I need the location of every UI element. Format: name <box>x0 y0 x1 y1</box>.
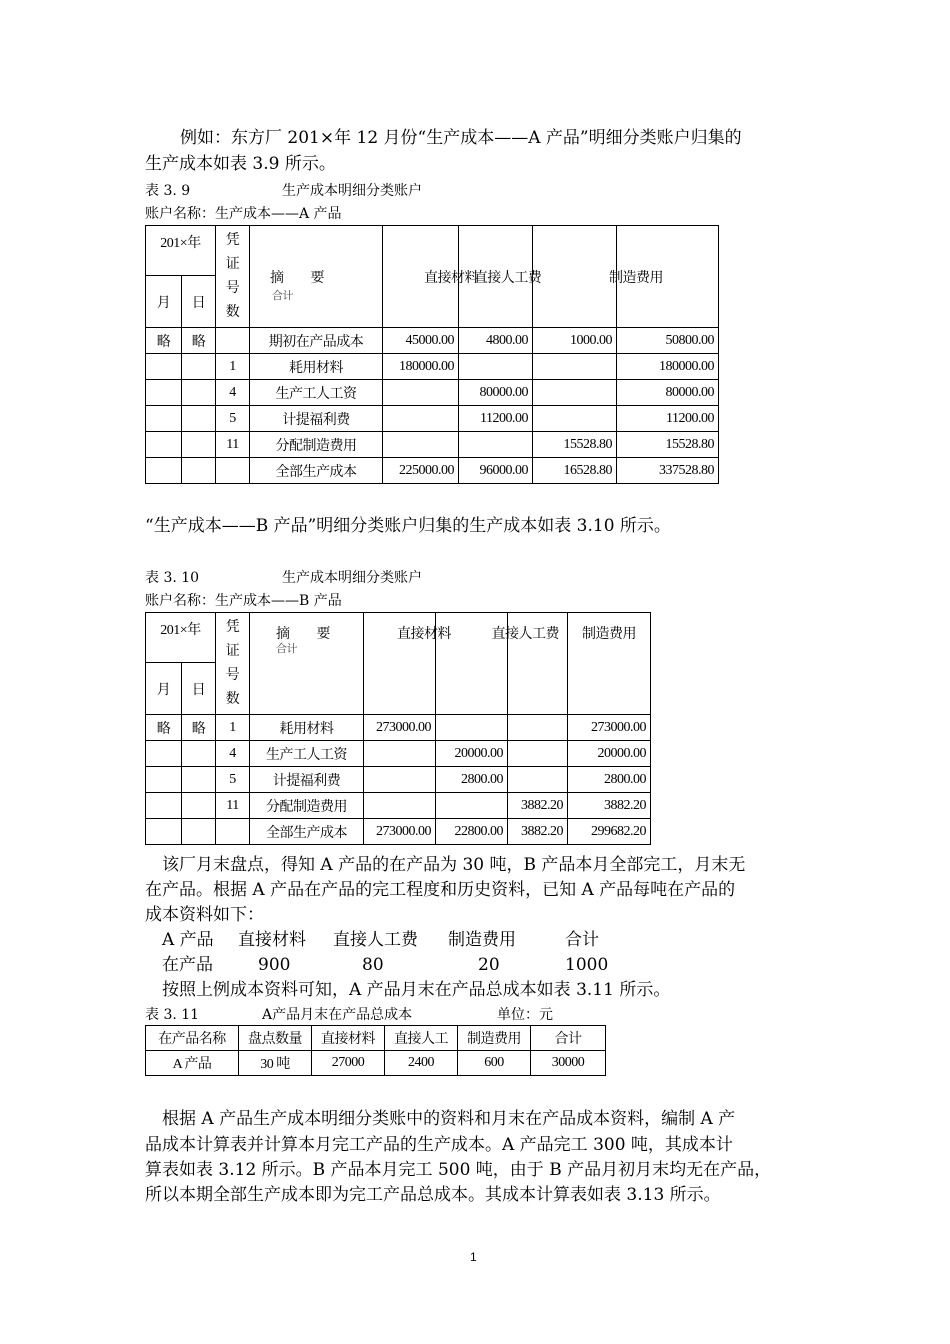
cell-total: 273000.00 <box>568 715 651 741</box>
cost-value-total: 1000 <box>565 955 609 975</box>
cell-month <box>146 432 182 458</box>
cell-labor: 11200.00 <box>459 406 533 432</box>
cell-voucher: 5 <box>216 767 250 793</box>
cell-summary: 耗用材料 <box>250 715 364 741</box>
cell-material: 45000.00 <box>383 328 459 354</box>
stock-line-3: 成本资料如下： <box>145 905 264 925</box>
cell-month: 略 <box>146 715 182 741</box>
cost-value-labor: 80 <box>362 955 384 975</box>
cell-summary: 分配制造费用 <box>250 793 364 819</box>
cell-overhead: 16528.80 <box>533 458 617 484</box>
header-overhead-text: 制造费用 <box>609 270 663 286</box>
cell-overhead: 15528.80 <box>533 432 617 458</box>
cell-day <box>182 406 216 432</box>
cell-month <box>146 767 182 793</box>
header-material <box>383 226 478 328</box>
table310-caption-number: 表 3. 10 <box>145 570 200 586</box>
header-overhead-text: 制造费用 <box>582 627 636 642</box>
intro-line-2: 生产成本如表 3.9 所示。 <box>145 154 336 174</box>
cell-summary: 计提福利费 <box>250 767 364 793</box>
cell-total: 11200.00 <box>617 406 719 432</box>
cell-month <box>146 380 182 406</box>
cell-labor: 22800.00 <box>436 819 508 845</box>
header-year: 201×年 <box>146 226 216 276</box>
table-row <box>146 715 651 741</box>
cost-value-label: 在产品 <box>162 955 213 975</box>
cost-header-total: 合计 <box>565 930 599 950</box>
header-name: 在产品名称 <box>146 1026 239 1051</box>
table310-account-name: 账户名称：生产成本——B 产品 <box>145 593 342 609</box>
cell-labor: 2400 <box>385 1051 458 1076</box>
cost-header-overhead: 制造费用 <box>448 930 516 950</box>
cell-summary: 生产工人工资 <box>250 741 364 767</box>
stock-line-2: 在产品。根据 A 产品在产品的完工程度和历史资料，已知 A 产品每吨在产品的 <box>145 880 736 900</box>
header-overhead <box>568 613 651 715</box>
cell-day <box>182 354 216 380</box>
table310 <box>145 612 651 845</box>
header-month: 月 <box>146 276 182 328</box>
stock-line-1: 该厂月末盘点，得知 A 产品的在产品为 30 吨，B 产品本月全部完工，月末无 <box>162 855 746 875</box>
cell-overhead <box>533 380 617 406</box>
header-voucher <box>216 613 250 715</box>
cell-labor <box>459 354 533 380</box>
cost-header-product: A 产品 <box>162 930 214 950</box>
cell-day <box>182 793 216 819</box>
cell-material <box>364 793 436 819</box>
table-row <box>146 354 719 380</box>
table311-unit: 单位：元 <box>497 1007 553 1023</box>
cell-day <box>182 741 216 767</box>
header-year: 201×年 <box>146 613 216 663</box>
table-row <box>146 406 719 432</box>
cell-labor <box>436 793 508 819</box>
cell-voucher: 11 <box>216 432 250 458</box>
cell-total: 337528.80 <box>617 458 719 484</box>
cost-value-overhead: 20 <box>478 955 500 975</box>
cost-header-material: 直接材料 <box>238 930 306 950</box>
cell-month <box>146 741 182 767</box>
header-overhead <box>609 226 719 328</box>
cost-header-labor: 直接人工费 <box>333 930 418 950</box>
cell-day <box>182 819 216 845</box>
header-total-overlay: 合计 <box>276 643 297 655</box>
closing-line-4: 所以本期全部生产成本即为完工产品总成本。其成本计算表如表 3.13 所示。 <box>145 1185 721 1205</box>
closing-line-2: 品成本计算表并计算本月完工产品的生产成本。A 产品完工 300 吨，其成本计 <box>145 1135 733 1155</box>
mid-line: “生产成本——B 产品”明细分类账户归集的生产成本如表 3.10 所示。 <box>145 516 671 536</box>
table39 <box>145 225 719 484</box>
cost-value-material: 900 <box>258 955 291 975</box>
cell-total: 30000 <box>531 1051 606 1076</box>
cell-voucher: 4 <box>216 741 250 767</box>
cell-day <box>182 432 216 458</box>
header-labor: 直接人工 <box>385 1026 458 1051</box>
cell-month <box>146 354 182 380</box>
cell-overhead <box>533 354 617 380</box>
cell-overhead: 3882.20 <box>508 793 568 819</box>
table-row <box>146 328 719 354</box>
cell-material <box>364 741 436 767</box>
cell-labor: 20000.00 <box>436 741 508 767</box>
header-overhead-spacer <box>533 226 617 328</box>
header-material-text: 直接材料 <box>397 627 451 642</box>
header-overhead: 制造费用 <box>458 1026 531 1051</box>
header-total-overlay: 合计 <box>272 290 293 302</box>
cell-summary: 耗用材料 <box>250 354 383 380</box>
cell-material: 273000.00 <box>364 819 436 845</box>
cell-overhead: 600 <box>458 1051 531 1076</box>
cell-material <box>383 380 459 406</box>
cell-voucher: 1 <box>216 354 250 380</box>
table-row <box>146 458 719 484</box>
table310-caption-title: 生产成本明细分类账户 <box>282 570 422 586</box>
header-month: 月 <box>146 663 182 715</box>
table39-account-name: 账户名称：生产成本——A 产品 <box>145 206 342 222</box>
header-summary <box>250 226 383 328</box>
table311-caption-number: 表 3. 11 <box>145 1007 200 1023</box>
header-material: 直接材料 <box>312 1026 385 1051</box>
header-summary-text: 摘 要 <box>270 270 324 286</box>
table39-caption-title: 生产成本明细分类账户 <box>282 183 422 199</box>
table311 <box>145 1025 606 1076</box>
cell-labor: 80000.00 <box>459 380 533 406</box>
cell-summary: 生产工人工资 <box>250 380 383 406</box>
cell-voucher: 1 <box>216 715 250 741</box>
cell-month <box>146 793 182 819</box>
cell-overhead: 3882.20 <box>508 819 568 845</box>
table-row <box>146 1051 606 1076</box>
cell-total: 3882.20 <box>568 793 651 819</box>
cell-name: A 产品 <box>146 1051 239 1076</box>
header-total: 合计 <box>531 1026 606 1051</box>
cell-summary: 全部生产成本 <box>250 819 364 845</box>
stock-line-4: 按照上例成本资料可知，A 产品月末在产品总成本如表 3.11 所示。 <box>162 980 671 1000</box>
cell-voucher: 4 <box>216 380 250 406</box>
cell-material <box>383 432 459 458</box>
cell-material: 27000 <box>312 1051 385 1076</box>
cell-summary: 计提福利费 <box>250 406 383 432</box>
cell-voucher <box>216 819 250 845</box>
table-row <box>146 793 651 819</box>
cell-labor <box>459 432 533 458</box>
header-day: 日 <box>182 663 216 715</box>
table311-header-row <box>146 1026 606 1051</box>
header-labor-text: 直接人工费 <box>473 270 542 286</box>
cell-day: 略 <box>182 715 216 741</box>
closing-line-1: 根据 A 产品生产成本明细分类账中的资料和月末在产品成本资料，编制 A 产 <box>162 1109 736 1129</box>
cell-total: 15528.80 <box>617 432 719 458</box>
cell-month <box>146 458 182 484</box>
cell-overhead <box>508 715 568 741</box>
cell-overhead <box>533 406 617 432</box>
cell-labor: 4800.00 <box>459 328 533 354</box>
cell-overhead <box>508 767 568 793</box>
header-day: 日 <box>182 276 216 328</box>
table-row <box>146 767 651 793</box>
cell-total: 2800.00 <box>568 767 651 793</box>
table311-caption-title: A产品月末在产品总成本 <box>262 1007 413 1023</box>
cell-total: 80000.00 <box>617 380 719 406</box>
cell-month <box>146 406 182 432</box>
header-material-text: 直接材料 <box>424 270 478 286</box>
header-summary-text: 摘 要 <box>276 627 330 642</box>
cell-total: 299682.20 <box>568 819 651 845</box>
cell-total: 180000.00 <box>617 354 719 380</box>
cell-day <box>182 380 216 406</box>
intro-line-1: 例如：东方厂 201×年 12 月份“生产成本——A 产品”明细分类账户归集的 <box>180 128 742 148</box>
header-quantity: 盘点数量 <box>239 1026 312 1051</box>
cell-month <box>146 819 182 845</box>
cell-labor: 96000.00 <box>459 458 533 484</box>
cell-voucher <box>216 458 250 484</box>
cell-labor <box>436 715 508 741</box>
cell-material: 180000.00 <box>383 354 459 380</box>
header-voucher <box>216 226 250 328</box>
cell-summary: 全部生产成本 <box>250 458 383 484</box>
cell-total: 50800.00 <box>617 328 719 354</box>
cell-total: 20000.00 <box>568 741 651 767</box>
header-summary <box>250 613 364 715</box>
cell-material <box>383 406 459 432</box>
header-voucher-text: 凭证号数 <box>225 619 240 707</box>
header-labor-text: 直接人工费 <box>491 627 559 642</box>
cell-overhead: 1000.00 <box>533 328 617 354</box>
table39-caption-number: 表 3. 9 <box>145 183 191 199</box>
cell-voucher <box>216 328 250 354</box>
cell-overhead <box>508 741 568 767</box>
cell-material: 273000.00 <box>364 715 436 741</box>
cell-quantity: 30 吨 <box>239 1051 312 1076</box>
header-voucher-text: 凭证号数 <box>225 232 240 320</box>
cell-material: 225000.00 <box>383 458 459 484</box>
table-row <box>146 380 719 406</box>
table-row <box>146 741 651 767</box>
closing-line-3: 算表如表 3.12 所示。B 产品本月完工 500 吨，由于 B 产品月初月末均无在产品， <box>145 1160 772 1180</box>
cell-material <box>364 767 436 793</box>
cell-day <box>182 458 216 484</box>
table-row <box>146 432 719 458</box>
page-number: 1 <box>470 1250 477 1264</box>
cell-voucher: 11 <box>216 793 250 819</box>
table-row <box>146 819 651 845</box>
header-material <box>364 613 451 715</box>
cell-labor: 2800.00 <box>436 767 508 793</box>
cell-voucher: 5 <box>216 406 250 432</box>
cell-month: 略 <box>146 328 182 354</box>
cell-day <box>182 767 216 793</box>
cell-day: 略 <box>182 328 216 354</box>
cell-summary: 期初在产品成本 <box>250 328 383 354</box>
cell-summary: 分配制造费用 <box>250 432 383 458</box>
